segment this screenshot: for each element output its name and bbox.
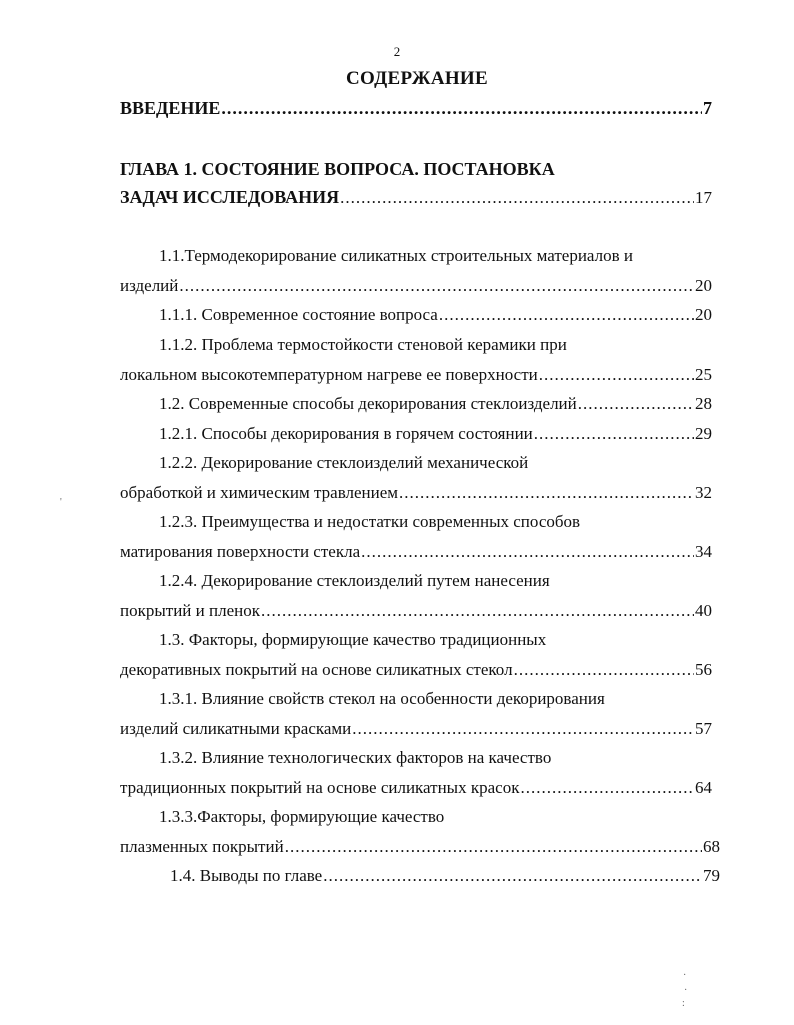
- toc-entry-title: 1.1.1. Современное состояние вопроса: [159, 305, 438, 324]
- leader-dots: [578, 393, 694, 415]
- toc-page-number: 7: [703, 98, 712, 118]
- toc-entry-1-1[interactable]: [120, 275, 712, 297]
- toc-entry-1-4[interactable]: [170, 865, 720, 887]
- toc-entry-title: традиционных покрытий на основе силикатных красок: [120, 778, 520, 797]
- toc-entry-1-1-2-line1[interactable]: 1.1.2. Проблема термостойкости стеновой керамики при: [159, 335, 567, 354]
- toc-page-number: 64: [695, 778, 712, 797]
- toc-entry-title: декоративных покрытий на основе силикатных стекол: [120, 660, 513, 679]
- toc-entry-title: плазменных покрытий: [120, 837, 284, 856]
- leader-dots: [439, 304, 694, 326]
- leader-dots: [323, 865, 702, 887]
- leader-dots: [539, 364, 694, 386]
- toc-page-number: 68: [703, 837, 720, 856]
- leader-dots: [399, 482, 694, 504]
- toc-page-number: 25: [695, 365, 712, 384]
- scan-speck: ': [60, 497, 62, 508]
- toc-entry-title: ЗАДАЧ ИССЛЕДОВАНИЯ: [120, 187, 340, 207]
- toc-entry-1-2[interactable]: [159, 393, 712, 415]
- toc-entry-title: 1.4. Выводы по главе: [170, 866, 323, 885]
- toc-entry-1-1-1[interactable]: [159, 304, 712, 326]
- toc-entry-1-1-2[interactable]: [120, 364, 712, 386]
- toc-entry-title: локальном высокотемпературном нагреве ее поверхности: [120, 365, 538, 384]
- toc-entry-1-3-line1[interactable]: 1.3. Факторы, формирующие качество традиционных: [159, 630, 547, 649]
- toc-entry-1-3-1-line1[interactable]: 1.3.1. Влияние свойств стекол на особенности декорирования: [159, 689, 605, 708]
- page-title: СОДЕРЖАНИЕ: [346, 68, 488, 89]
- scan-speck: ·: [683, 970, 687, 981]
- toc-chapter-1-title[interactable]: ГЛАВА 1. СОСТОЯНИЕ ВОПРОСА. ПОСТАНОВКА: [120, 159, 555, 179]
- leader-dots: [261, 600, 694, 622]
- toc-entry-title: изделий силикатными красками: [120, 719, 352, 738]
- toc-page-number: 29: [695, 424, 712, 443]
- leader-dots: [361, 541, 694, 563]
- leader-dots: [285, 836, 702, 858]
- toc-entry-1-1-line1[interactable]: 1.1.Термодекорирование силикатных строительных материалов и: [159, 246, 633, 265]
- toc-entry-title: 1.2. Современные способы декорирования стеклоизделий: [159, 394, 577, 413]
- toc-entry-introduction[interactable]: [120, 97, 712, 119]
- leader-dots: [340, 187, 694, 209]
- leader-dots: [221, 97, 702, 119]
- toc-page-number: 56: [695, 660, 712, 679]
- toc-entry-title: 1.2.1. Способы декорирования в горячем состоянии: [159, 424, 533, 443]
- toc-entry-1-2-4[interactable]: [120, 600, 712, 622]
- scan-speck: :: [682, 998, 685, 1009]
- toc-entry-title: ВВЕДЕНИЕ: [120, 98, 221, 118]
- toc-page-number: 79: [703, 866, 720, 885]
- toc-page-number: 34: [695, 542, 712, 561]
- toc-entry-chapter-1[interactable]: [120, 186, 712, 209]
- toc-entry-title: покрытий и пленок: [120, 601, 260, 620]
- toc-entry-1-2-4-line1[interactable]: 1.2.4. Декорирование стеклоизделий путем нанесения: [159, 571, 550, 590]
- toc-entry-1-2-2-line1[interactable]: 1.2.2. Декорирование стеклоизделий механической: [159, 453, 529, 472]
- toc-page-number: 17: [695, 188, 712, 207]
- toc-entry-1-2-1[interactable]: [159, 423, 712, 445]
- toc-entry-1-3[interactable]: [120, 659, 712, 681]
- toc-entry-1-2-2[interactable]: [120, 482, 712, 504]
- toc-entry-1-3-2[interactable]: [120, 777, 712, 799]
- toc-entry-1-3-2-line1[interactable]: 1.3.2. Влияние технологических факторов на качество: [159, 748, 552, 767]
- toc-entry-title: обработкой и химическим травлением: [120, 483, 399, 502]
- toc-page-number: 20: [695, 276, 712, 295]
- toc-page-number: 40: [695, 601, 712, 620]
- leader-dots: [179, 275, 694, 297]
- leader-dots: [520, 777, 694, 799]
- toc-page-number: 32: [695, 483, 712, 502]
- leader-dots: [352, 718, 694, 740]
- toc-entry-1-2-3-line1[interactable]: 1.2.3. Преимущества и недостатки современных способов: [159, 512, 581, 531]
- toc-page-number: 20: [695, 305, 712, 324]
- toc-entry-1-3-3-line1[interactable]: 1.3.3.Факторы, формирующие качество: [159, 807, 445, 826]
- toc-page-number: 57: [695, 719, 712, 738]
- toc-page-number: 28: [695, 394, 712, 413]
- toc-entry-1-3-1[interactable]: [120, 718, 712, 740]
- toc-entry-1-3-3[interactable]: [120, 836, 720, 858]
- toc-entry-title: изделий: [120, 276, 179, 295]
- toc-entry-title: матирования поверхности стекла: [120, 542, 361, 561]
- scan-speck: ·: [684, 985, 688, 996]
- toc-entry-1-2-3[interactable]: [120, 541, 712, 563]
- page-number: 2: [393, 44, 401, 59]
- leader-dots: [514, 659, 694, 681]
- leader-dots: [534, 423, 694, 445]
